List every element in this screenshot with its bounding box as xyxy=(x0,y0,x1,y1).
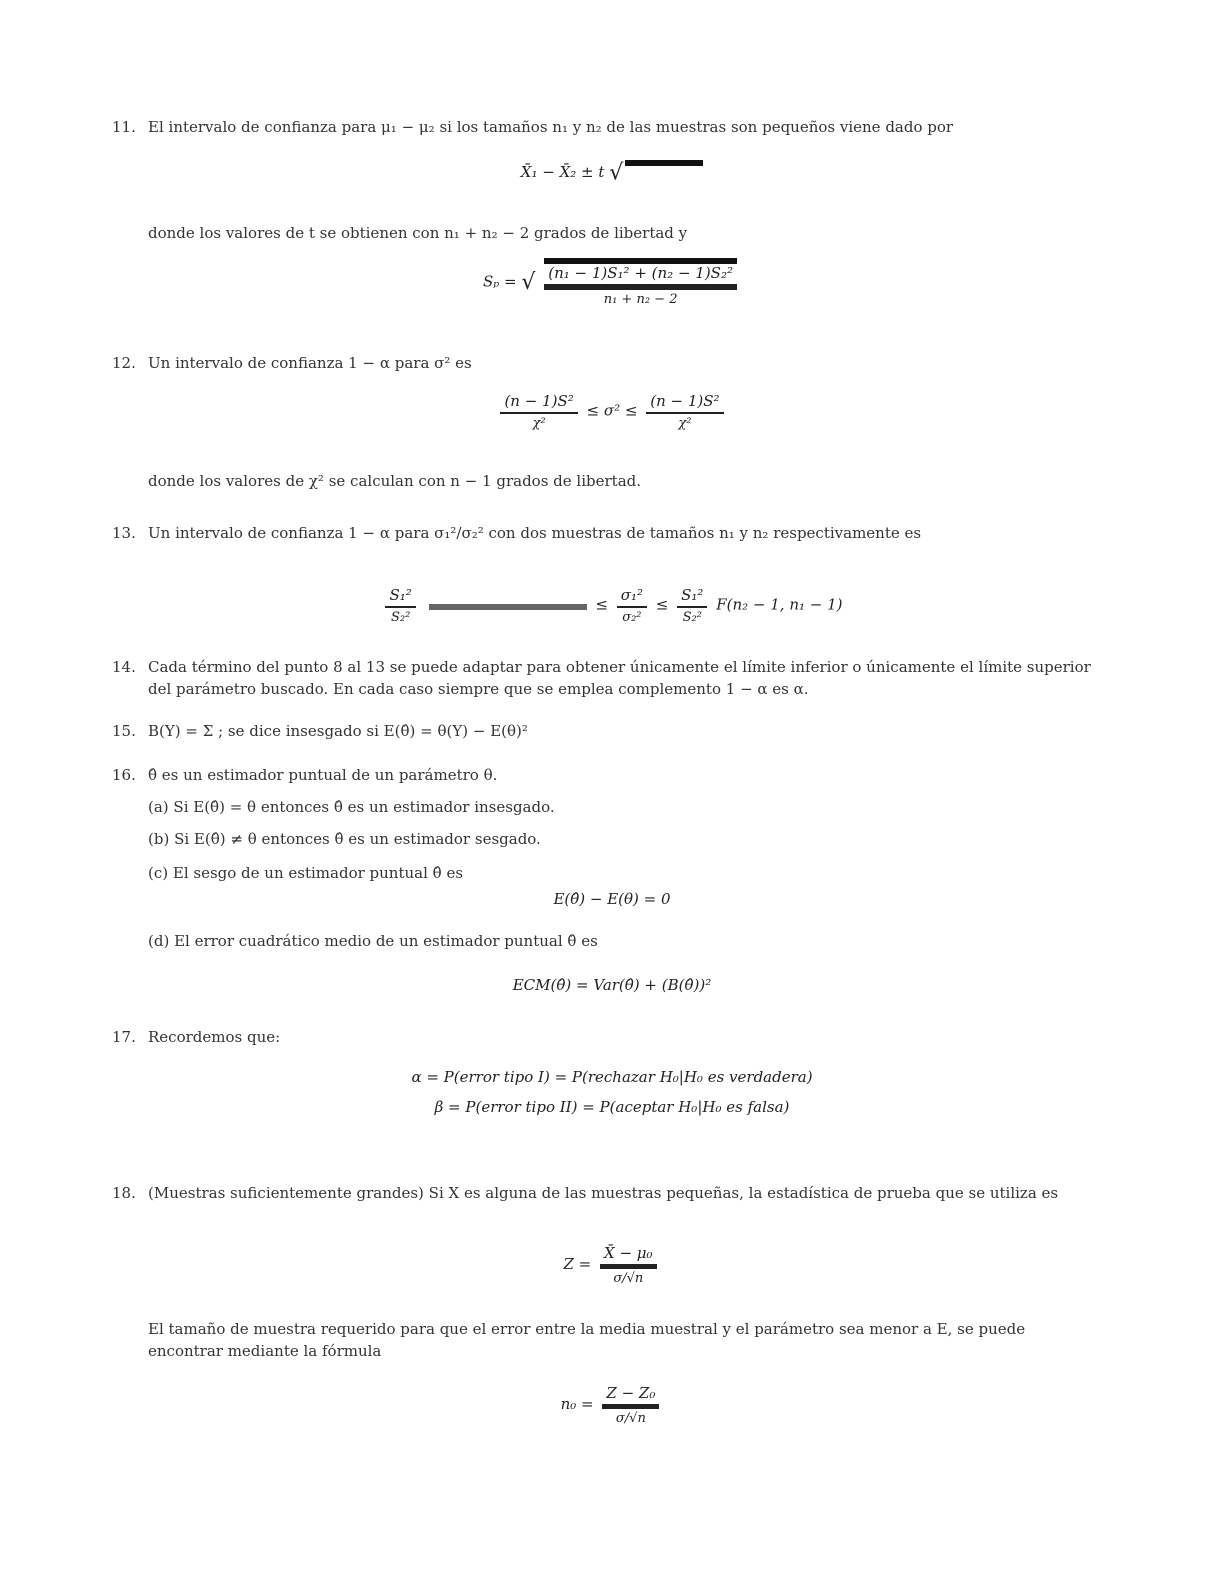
list-item-13 xyxy=(112,522,1102,544)
numerator: (n − 1)S² xyxy=(500,392,577,414)
equation-text: F(n₂ − 1, n₁ − 1) xyxy=(716,595,843,614)
subitem-b: (b) Si E(θ̂) ≠ θ entonces θ̂ es un estimador sesgado. xyxy=(148,830,541,848)
inequality: ≤ σ² ≤ xyxy=(586,401,638,420)
numerator: (n₁ − 1)S₁² + (n₂ − 1)S₂² xyxy=(544,258,737,290)
equation-17b: β = P(error tipo II) = P(aceptar H₀|H₀ es falsa) xyxy=(434,1098,790,1116)
equation-17a: α = P(error tipo I) = P(rechazar H₀|H₀ es verdadera) xyxy=(411,1068,813,1086)
subitem-a: (a) Si E(θ̂) = θ entonces θ̂ es un estimador insesgado. xyxy=(148,798,555,816)
fraction: $\frac{\text{S₁²}}{\text{S₂²}}$ xyxy=(385,586,415,625)
subitem-d: (d) El error cuadrático medio de un estimador puntual θ̂ es xyxy=(148,932,598,950)
item-number: 11. xyxy=(112,118,136,136)
equation-text: X̄₁ − X̄₂ ± t xyxy=(520,163,605,181)
numerator: X̄ − μ₀ xyxy=(600,1244,657,1269)
denominator: σ/√n xyxy=(615,1411,646,1426)
sqrt-symbol: √ xyxy=(521,270,536,295)
item-text: B(Y) = Σ ; se dice insesgado si E(θ̂) = θ(Y) − E(θ)² xyxy=(148,722,528,740)
numerator: (n − 1)S² xyxy=(646,392,723,414)
list-item-11 xyxy=(112,116,1102,138)
item-number: 13. xyxy=(112,524,136,542)
sqrt-body xyxy=(625,160,703,186)
equation-16d: ECM(θ̂) = Var(θ̂) + (B(θ̂))² xyxy=(512,976,712,994)
list-item-16 xyxy=(112,764,1102,786)
denominator: σ/√n xyxy=(613,1271,644,1286)
fraction xyxy=(429,584,587,627)
equation-11b xyxy=(0,258,1224,307)
equation-13: $\frac{\text{S₁²}}{\text{S₂²}}$ ≤ $\frac{\text{σ₁²}}{\text{σ₂²}}$ ≤ $\frac{\text{S₁²}}{\text{S₂²}}$ F(n₂ − 1, n₁ − 1) xyxy=(0,584,1224,627)
item-number: 15. xyxy=(112,722,136,740)
item-text: θ̂ es un estimador puntual de un parámetro θ. xyxy=(148,766,498,784)
fraction xyxy=(600,1244,657,1286)
fraction xyxy=(544,258,737,307)
fraction: $\frac{\text{S₁²}}{\text{S₂²}}$ xyxy=(677,586,707,625)
item-number: 12. xyxy=(112,354,136,372)
equation-16c: E(θ̂) − E(θ) = 0 xyxy=(553,890,671,908)
equation-18a xyxy=(0,1244,1224,1286)
item-text: Un intervalo de confianza 1 − α para σ² es xyxy=(148,354,472,372)
item-number: 14. xyxy=(112,658,136,676)
equation-text: n₀ = xyxy=(560,1395,594,1413)
equation-text: Z = xyxy=(563,1255,592,1273)
equation-11a xyxy=(0,160,1224,186)
numerator: Z − Z₀ xyxy=(602,1384,659,1409)
fraction xyxy=(646,392,723,431)
subitem-c: (c) El sesgo de un estimador puntual θ̂ es xyxy=(148,864,464,882)
fraction: $\frac{\text{σ₁²}}{\text{σ₂²}}$ xyxy=(617,586,647,625)
denominator: n₁ + n₂ − 2 xyxy=(603,292,678,307)
equation-18b xyxy=(0,1384,1224,1426)
item-number: 16. xyxy=(112,766,136,784)
list-item-18 xyxy=(112,1182,1102,1204)
item-number: 18. xyxy=(112,1184,136,1202)
list-item-17 xyxy=(112,1026,1102,1048)
item-text: Cada término del punto 8 al 13 se puede adaptar para obtener únicamente el límite inferior o únicamente el límite superior del parámetro buscado. En cada caso siempre que se emplea complemento 1 − α es α. xyxy=(148,658,1091,698)
note-12: donde los valores de χ² se calculan con n − 1 grados de libertad. xyxy=(148,472,642,490)
list-item-15 xyxy=(112,720,1102,742)
item-number: 17. xyxy=(112,1028,136,1046)
equation-text: Sₚ = xyxy=(483,272,517,291)
denominator: χ² xyxy=(678,416,692,431)
sqrt-symbol: √ xyxy=(609,160,624,186)
note-11: donde los valores de t se obtienen con n₁ + n₂ − 2 grados de libertad y xyxy=(148,224,688,242)
fraction xyxy=(500,392,577,431)
equation-12 xyxy=(0,392,1224,431)
item-text: Recordemos que: xyxy=(148,1028,281,1046)
note-18: El tamaño de muestra requerido para que el error entre la media muestral y el parámetro sea menor a E, se puede encontrar mediante la fórmula xyxy=(148,1320,1026,1360)
item-text: (Muestras suficientemente grandes) Si X es alguna de las muestras pequeñas, la estadística de prueba que se utiliza es xyxy=(148,1184,1059,1202)
list-item-12 xyxy=(112,352,1102,374)
fraction xyxy=(602,1384,659,1426)
list-item-14 xyxy=(112,656,1102,700)
denominator: χ² xyxy=(532,416,546,431)
item-text: Un intervalo de confianza 1 − α para σ₁²/σ₂² con dos muestras de tamaños n₁ y n₂ respectivamente es xyxy=(148,524,922,542)
item-text: El intervalo de confianza para μ₁ − μ₂ si los tamaños n₁ y n₂ de las muestras son pequeños viene dado por xyxy=(148,118,954,136)
